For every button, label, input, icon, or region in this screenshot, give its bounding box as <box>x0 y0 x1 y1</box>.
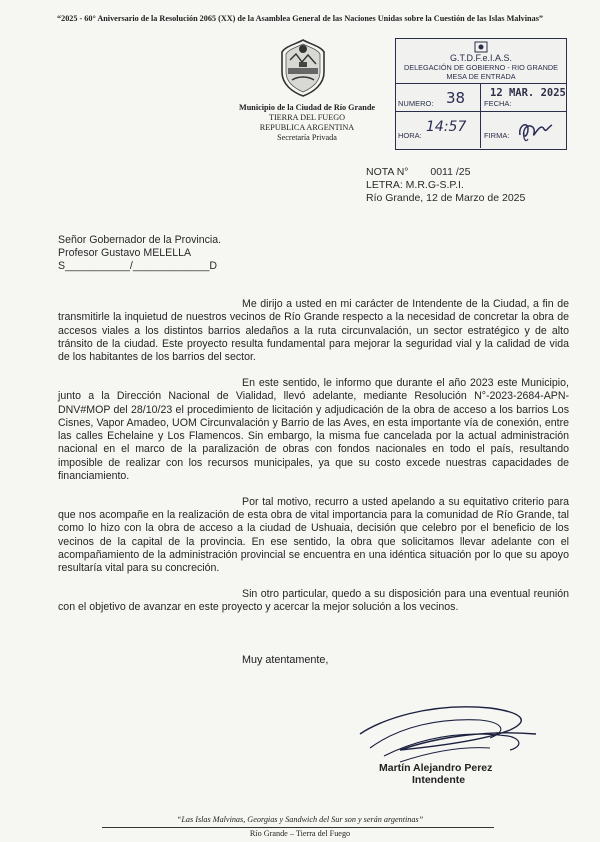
signer-block <box>379 762 492 786</box>
country-name: REPUBLICA ARGENTINA <box>259 123 355 132</box>
note-reference <box>366 166 525 206</box>
body-paragraph-3: Por tal motivo, recurro a usted apelando a su equitativo criterio para que nos acompañe en la realización de esta obra de vital importancia para la comunidad de Río Grande, tal como lo hizo con la obra de acceso a la ciudad de Ushuaia, decisión que celebro por el beneficio de los vecinos de la capital de la provincia. En ese sentido, la obra que solicitamos llevar adelante con el acompañamiento de la administración provincial se encuentra en una idéntica situación por lo que su apoyo resultaría vital para su concreción. <box>58 495 569 575</box>
recipient-line-2: Profesor Gustavo MELELLA <box>58 247 192 260</box>
closing-phrase: Muy atentamente, <box>242 654 329 666</box>
stamp-divider <box>396 83 566 84</box>
stamp-line-1: DELEGACIÓN DE GOBIERNO - RIO GRANDE <box>403 63 559 72</box>
municipal-crest-icon <box>280 38 326 98</box>
numero-label: NUMERO: <box>398 99 434 108</box>
stamp-line-2: MESA DE ENTRADA <box>446 72 516 81</box>
province-name: TIERRA DEL FUEGO <box>268 113 346 122</box>
stamp-column-divider <box>480 83 481 148</box>
stamp-title: G.T.D.F.e.I.A.S. <box>449 53 512 63</box>
numero-value: 38 <box>446 89 466 107</box>
recipient-line-3: S___________/_____________D <box>58 260 218 273</box>
issuer-block <box>232 103 382 143</box>
signer-name: Martín Alejandro Perez <box>379 762 493 774</box>
footer-motto: “Las Islas Malvinas, Georgias y Sandwich del Sur son y serán argentinas” <box>176 815 424 824</box>
note-letter: LETRA: M.R.G-S.P.I. <box>366 179 464 192</box>
body-paragraph-2: En este sentido, le informo que durante el año 2023 este Municipio, junto a la Dirección Nacional de Vialidad, llevó adelante, mediante Resolución N°-2023-2684-APN-DNV#MOP del 28/10/23 el procedimiento de licitación y adjudicación de la obra de acceso a los barrios Los Cisnes, Vapor Amadeo, UOM Circunvalación y Barrio de las Aves, en esta importante vía de conexión, entre las calles Echelaine y Los Flamencos. Sin embargo, la misma fue cancelada por la actual administración nacional en el marco de la paralización de obras con fondos nacionales en todo el país, resultando imposible de realizar con los recursos municipales, ya que su costo excede nuestras capacidades de financiamiento. <box>58 376 569 483</box>
anniversary-legend: “2025 - 60° Aniversario de la Resolución 2065 (XX) de la Asamblea General de las Naciones Unidas sobre la Cuestión de las Islas Malvinas” <box>57 14 543 23</box>
hora-value: 14:57 <box>426 119 467 135</box>
note-number-line <box>366 166 525 179</box>
firma-label: FIRMA: <box>484 131 510 140</box>
municipality-name: Municipio de la Ciudad de Río Grande <box>238 103 376 112</box>
fecha-value: 12 MAR. 2025 <box>490 87 566 99</box>
hora-label: HORA: <box>398 131 422 140</box>
recipient-block <box>58 234 221 274</box>
footer-place: Río Grande – Tierra del Fuego <box>249 829 351 838</box>
stamp-divider <box>396 111 566 112</box>
stamp-signature-icon <box>514 115 558 145</box>
letter-body <box>58 298 569 627</box>
footer-divider <box>102 827 494 828</box>
note-number-label: NOTA N° <box>366 166 409 178</box>
note-place-date: Río Grande, 12 de Marzo de 2025 <box>366 192 526 205</box>
note-number-value: 0011 /25 <box>430 166 471 178</box>
body-paragraph-1: Me dirijo a usted en mi carácter de Intendente de la Ciudad, a fin de transmitirle la inquietud de nuestros vecinos de Río Grande respecto a la necesidad de concretar la obra de accesos viales a los distintos barrios aledaños a la ruta circunvalación, un sector estratégico y de alto tránsito de la ciudad. Este proyecto resulta fundamental para mejorar la seguridad vial y la calidad de vida de los habitantes de los barrios del sector. <box>58 298 569 364</box>
recipient-line-1: Señor Gobernador de la Provincia. <box>58 234 222 246</box>
signer-title: Intendente <box>412 774 466 786</box>
office-name: Secretaría Privada <box>277 133 337 142</box>
seal-icon <box>474 41 488 53</box>
body-paragraph-4: Sin otro particular, quedo a su disposición para una eventual reunión con el objetivo de avanzar en este proyecto y acercar la mejor solución a los vecinos. <box>58 588 569 614</box>
fecha-label: FECHA: <box>484 99 512 108</box>
reception-stamp <box>395 38 567 150</box>
